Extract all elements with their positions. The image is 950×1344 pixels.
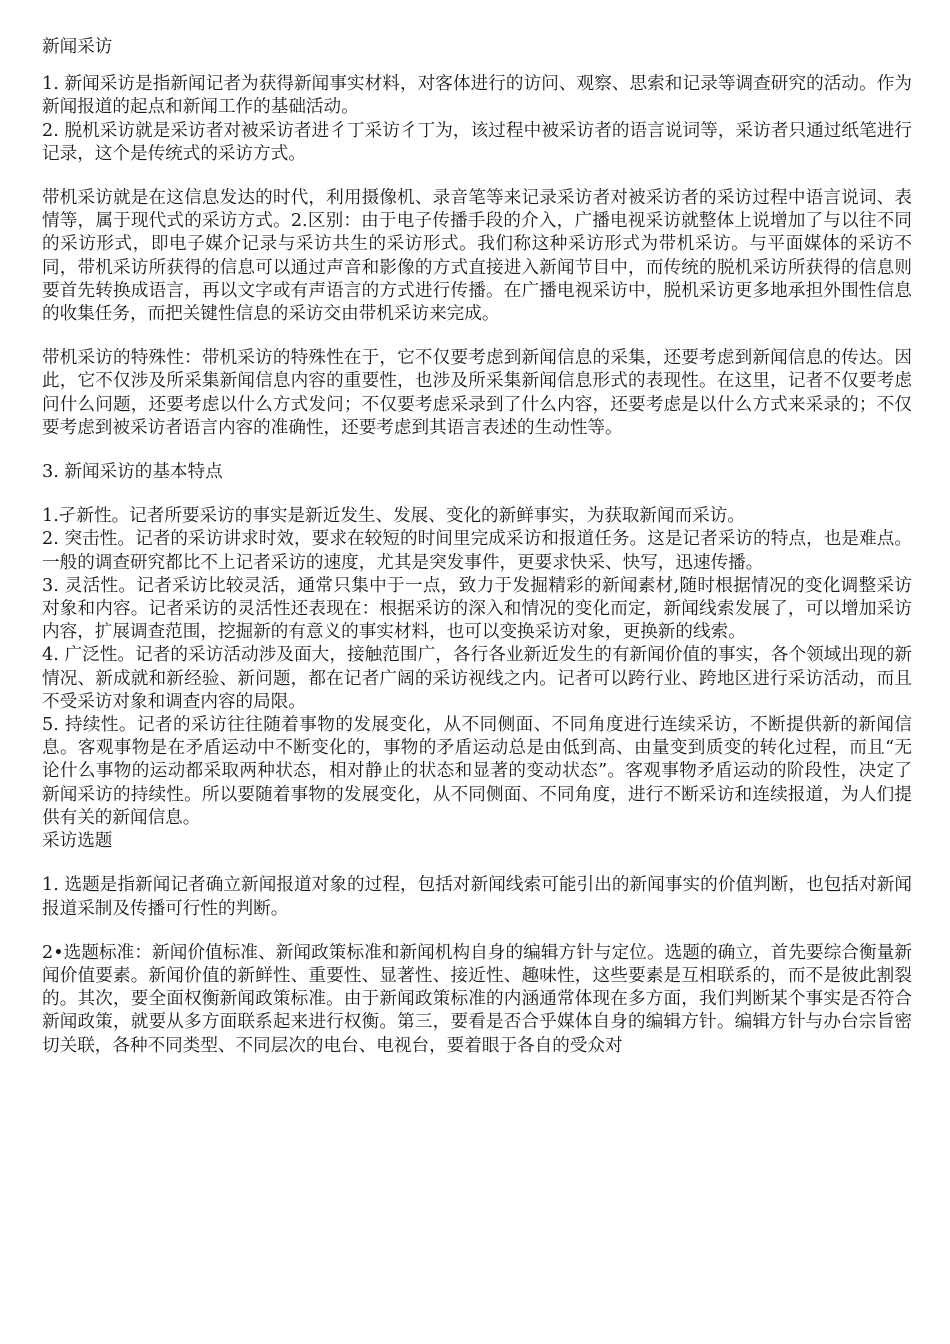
online-interview-specialty-paragraph: 带机采访的特殊性：带机采访的特殊性在于，它不仅要考虑到新闻信息的采集，还要考虑到新闻信息的传达。因此，它不仅涉及所采集新闻信息内容的重要性，也涉及所采集新闻信息形式的表现性。在这里，记者不仅要考虑问什么问题，还要考虑以什么方式发问；不仅要考虑采录到了什么内容，还要考虑是以什么方式来采录的；不仅要考虑到被采访者语言内容的准确性，还要考虑到其语言表述的生动性等。 [42,348,912,438]
feature-item-urgency: 2. 突击性。记者的采访讲求时效，要求在较短的时间里完成采访和报道任务。这是记者采访的特点，也是难点。一般的调查研究都比不上记者采访的速度，尤其是突发事件，更要求快采、快写，迅速传播。 [42,529,912,573]
definition-paragraph: 1. 新闻采访是指新闻记者为获得新闻事实材料，对客体进行的访问、观察、思索和记录等调查研究的活动。作为新闻报道的起点和新闻工作的基础活动。 [42,74,912,118]
feature-item-novelty: 1.孑新性。记者所要采访的事实是新近发生、发展、变化的新鲜事实，为获取新闻而采访。 [42,506,745,527]
section-heading-features: 3. 新闻采访的基本特点 [42,462,223,483]
offline-interview-paragraph: 2. 脱机采访就是采访者对被采访者进彳丁采访彳丁为，该过程中被采访者的语言说词等，采访者只通过纸笔进行记录，这个是传统式的采访方式。 [42,120,912,164]
feature-item-continuity: 5. 持续性。记者的采访往往随着事物的发展变化，从不同侧面、不同角度进行连续采访，不断提供新的新闻信息。客观事物是在矛盾运动中不断变化的，事物的矛盾运动总是由低到高、由量变到质变的转化过程，而且“无论什么事物的运动都采取两种状态，相对静止的状态和显著的变动状态”。客观事物矛盾运动的阶段性，决定了新闻采访的持续性。所以要随着事物的发展变化，从不同侧面、不同角度，进行不断采访和连续报道，为人们提供有关的新闻信息。 [42,715,912,828]
feature-item-breadth: 4. 广泛性。记者的采访活动涉及面大，接触范围广，各行各业新近发生的有新闻价值的事实，各个领域出现的新情况、新成就和新经验、新问题，都在记者广阔的采访视线之内。记者可以跨行业、跨地区进行采访活动，而且不受采访对象和调查内容的局限。 [42,645,912,712]
feature-item-flexibility: 3. 灵活性。记者采访比较灵活，通常只集中于一点，致力于发掘精彩的新闻素材,随时根据情况的变化调整采访对象和内容。记者采访的灵活性还表现在：根据采访的深入和情况的变化而定，新闻线索发展了，可以增加采访内容，扩展调查范围，挖掘新的有意义的事实材料，也可以变换采访对象，更换新的线索。 [42,575,912,643]
topic-selection-definition: 1. 选题是指新闻记者确立新闻报道对象的过程，包括对新闻线索可能引出的新闻事实的价值判断，也包括对新闻报道采制及传播可行性的判断。 [42,875,912,919]
document-page [42,36,912,1058]
doc-title: 新闻采访 [42,37,113,57]
online-interview-paragraph: 带机采访就是在这信息发达的时代，利用摄像机、录音笔等来记录采访者对被采访者的采访过程中语言说词、表情等，属于现代式的采访方式。2.区别：由于电子传播手段的介入，广播电视采访就整体上说增加了与以往不同的采访形式，即电子媒介记录与采访共生的采访形式。我们称这种采访形式为带机采访。与平面媒体的采访不同，带机采访所获得的信息可以通过声音和影像的方式直接进入新闻节目中，而传统的脱机采访所获得的信息则要首先转换成语言，再以文字或有声语言的方式进行传播。在广播电视采访中，脱机采访更多地承担外围性信息的收集任务，而把关键性信息的采访交由带机采访来完成。 [42,188,912,325]
topic-selection-criteria: 2•选题标准：新闻价值标准、新闻政策标准和新闻机构自身的编辑方针与定位。选题的确立，首先要综合衡量新闻价值要素。新闻价值的新鲜性、重要性、显著性、接近性、趣味性，这些要素是互相联系的，而不是彼此割裂的。其次，要全面权衡新闻政策标准。由于新闻政策标准的内涵通常体现在多方面，我们判断某个事实是否符合新闻政策，就要从多方面联系起来进行权衡。第三，要看是否合乎媒体自身的编辑方针。编辑方针与办台宗旨密切关联，各种不同类型、不同层次的电台、电视台，要着眼于各自的受众对 [42,942,912,1056]
section-heading-topic-selection: 采访选题 [42,831,113,852]
